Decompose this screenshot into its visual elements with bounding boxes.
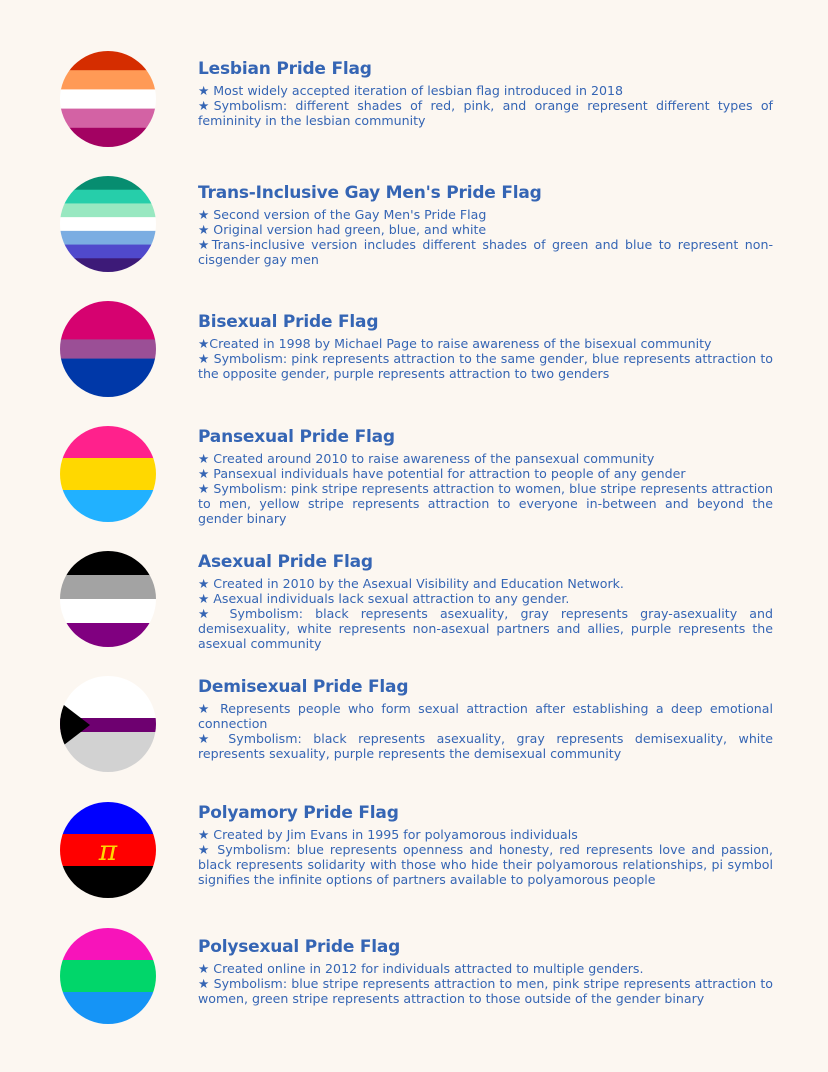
flag-stripe <box>60 928 156 961</box>
flag-stripe <box>60 190 156 204</box>
flag-description-line: ★ Most widely accepted iteration of lesbian flag introduced in 2018 <box>198 83 624 98</box>
flag-stripe <box>60 802 156 835</box>
flag-stripe <box>60 992 156 1024</box>
polyamory-flag-icon <box>60 802 156 898</box>
flag-stripe <box>60 217 156 231</box>
flag-text <box>198 552 773 651</box>
flag-stripe <box>60 203 156 217</box>
flag-description-line: ★ Pansexual individuals have potential for attraction to people of any gender <box>198 466 686 481</box>
flag-description-line: ★ Represents people who form sexual attraction after establishing a deep emotional connection <box>198 701 773 731</box>
flag-stripe <box>60 70 156 90</box>
flag-title: Asexual Pride Flag <box>198 552 373 572</box>
flag-description-line: ★ Symbolism: pink stripe represents attraction to women, blue stripe represents attraction to men, yellow stripe represents attraction to everyone in-between and beyond the gender binary <box>198 481 773 526</box>
flag-description-line: ★ Symbolism: blue stripe represents attraction to men, pink stripe represents attraction to women, green stripe represents attraction to those outside of the gender binary <box>198 976 773 1006</box>
flag-stripe <box>60 51 156 71</box>
flag-title: Lesbian Pride Flag <box>198 59 372 79</box>
flag-text <box>198 427 773 526</box>
flag-text <box>198 803 773 887</box>
bisexual-flag-icon <box>60 301 156 397</box>
pansexual-flag-icon <box>60 426 156 522</box>
flag-stripe <box>60 176 156 190</box>
flag-description-line: ★Created in 1998 by Michael Page to raise awareness of the bisexual community <box>198 336 712 351</box>
flag-stripe <box>60 551 156 576</box>
asexual-flag-icon <box>60 551 156 647</box>
flag-stripe <box>60 109 156 129</box>
flag-stripe <box>60 301 156 321</box>
flag-description-line: ★ Original version had green, blue, and white <box>198 222 487 237</box>
lesbian-flag-icon <box>60 51 156 147</box>
pi-symbol-icon: π <box>98 834 118 867</box>
flag-description-line: ★Trans-inclusive version includes different shades of green and blue to represent non-cisgender gay men <box>198 237 773 267</box>
flag-stripe <box>60 339 156 359</box>
flag-stripe <box>60 245 156 259</box>
demisexual-flag-icon <box>60 676 156 772</box>
flag-description-line: ★ Symbolism: black represents asexuality, gray represents gray-asexuality and demisexuality, white represents non-asexual partners and allies, purple represents the asexual community <box>198 606 773 651</box>
flag-stripe <box>60 960 156 993</box>
flag-description-line: ★ Created online in 2012 for individuals attracted to multiple genders. <box>198 961 644 976</box>
flag-stripe <box>60 623 156 647</box>
flag-stripe <box>60 320 156 340</box>
flag-text <box>198 183 773 267</box>
flag-stripe <box>60 258 156 272</box>
flag-title: Bisexual Pride Flag <box>198 312 379 332</box>
polysexual-flag-icon <box>60 928 156 1024</box>
flag-title: Polysexual Pride Flag <box>198 937 401 957</box>
flag-stripe <box>60 866 156 898</box>
flag-description-line: ★ Symbolism: blue represents openness and honesty, red represents love and passion, black represents solidarity with those who hide their polyamorous relationships, pi symbol signifies the infinite options of partners available to polyamorous people <box>198 842 773 887</box>
flag-title: Trans-Inclusive Gay Men's Pride Flag <box>198 183 542 203</box>
flag-stripe <box>60 490 156 522</box>
flag-stripe <box>60 599 156 624</box>
gay-men-flag-icon <box>60 176 156 272</box>
flag-text <box>198 937 773 1006</box>
flag-title: Pansexual Pride Flag <box>198 427 395 447</box>
flag-title: Polyamory Pride Flag <box>198 803 399 823</box>
demi-white-stripe <box>60 676 156 718</box>
flag-text <box>198 677 773 761</box>
flag-title: Demisexual Pride Flag <box>198 677 409 697</box>
flag-stripe <box>60 458 156 491</box>
flag-stripe <box>60 426 156 459</box>
flag-description-line: ★ Asexual individuals lack sexual attraction to any gender. <box>198 591 570 606</box>
flag-description-line: ★ Created by Jim Evans in 1995 for polyamorous individuals <box>198 827 578 842</box>
flag-description-line: ★ Second version of the Gay Men's Pride Flag <box>198 207 487 222</box>
flag-description-line: ★ Symbolism: black represents asexuality, gray represents demisexuality, white represents sexuality, purple represents the demisexual community <box>198 731 773 761</box>
flag-stripe <box>60 378 156 397</box>
flag-stripe <box>60 359 156 379</box>
flag-stripe <box>60 128 156 147</box>
flag-description-line: ★ Symbolism: pink represents attraction to the same gender, blue represents attraction to the opposite gender, purple represents attraction to two genders <box>198 351 773 381</box>
flag-text <box>198 59 773 128</box>
flag-description-line: ★ Created in 2010 by the Asexual Visibility and Education Network. <box>198 576 624 591</box>
flag-stripe <box>60 575 156 600</box>
flag-stripe <box>60 89 156 109</box>
flag-stripe <box>60 231 156 245</box>
flag-text <box>198 312 773 381</box>
flag-description-line: ★Symbolism: different shades of red, pink, and orange represent different types of femininity in the lesbian community <box>198 98 773 128</box>
flag-description-line: ★ Created around 2010 to raise awareness of the pansexual community <box>198 451 655 466</box>
demi-gray-stripe <box>60 732 156 772</box>
